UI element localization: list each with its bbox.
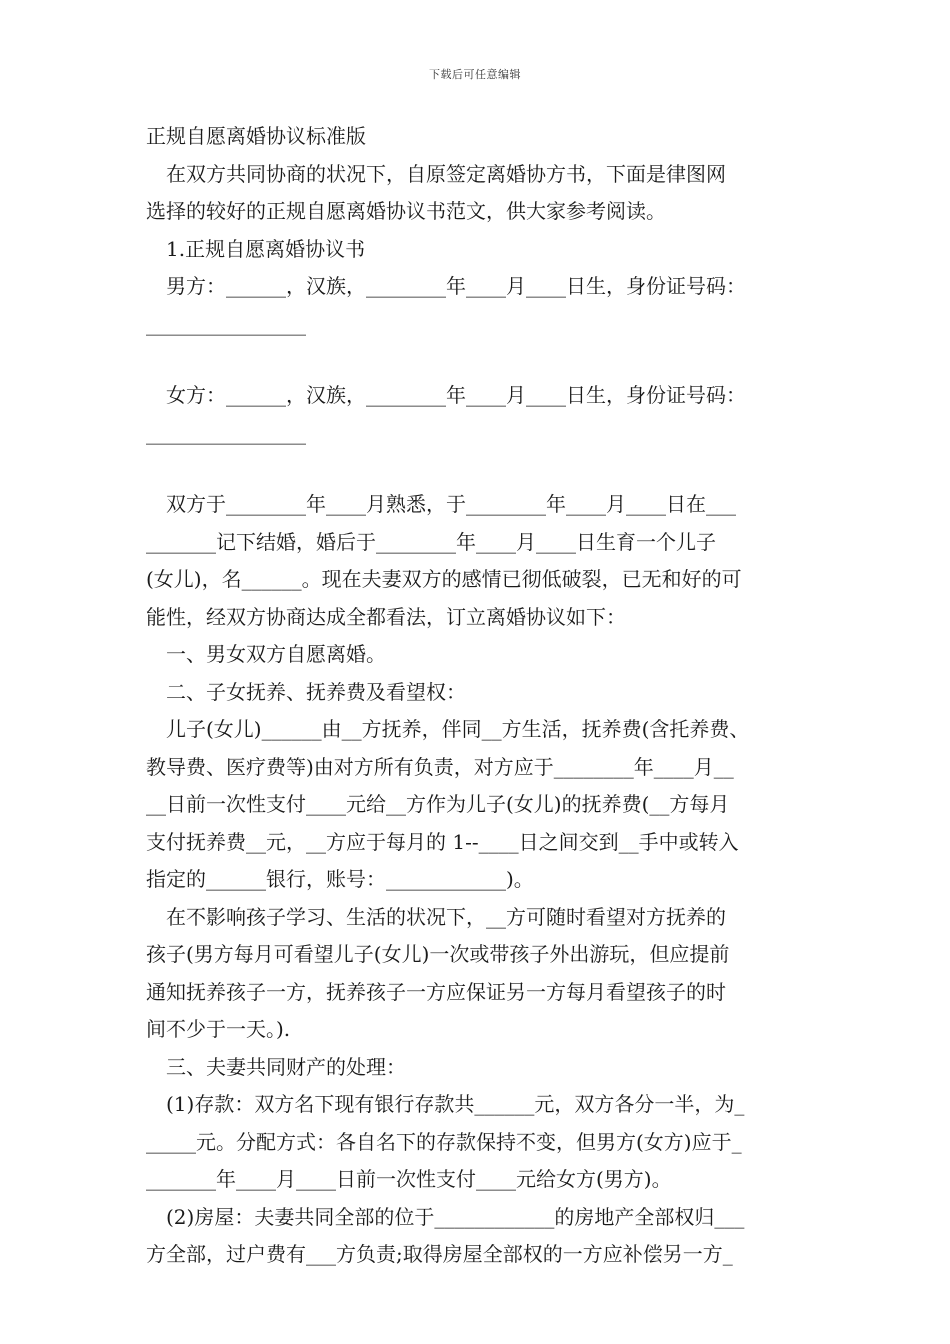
text-line: 教导费、医疗费等)由对方所有负责，对方应于________年____月__ [146, 754, 734, 779]
text-line: _______年____月____日前一次性支付____元给女方(男方)。 [146, 1167, 672, 1191]
text-line: 方全部，过户费有___方负责;取得房屋全部权的一方应补偿另一方_ [146, 1242, 733, 1266]
text-line: 儿子(女儿)______由__方抚养，伴同__方生活，抚养费(含托养费、 [146, 717, 750, 741]
text-line: 能性，经双方协商达成全都看法，订立离婚协议如下： [146, 604, 626, 629]
text-line: 通知抚养孩子一方，抚养孩子一方应保证另一方每月看望孩子的时 [146, 979, 726, 1004]
text-line: 间不少于一天。). [146, 1017, 291, 1041]
text-line: (1)存款：双方名下现有银行存款共______元，双方各分一半，为_ [146, 1092, 745, 1116]
section-heading: 1.正规自愿离婚协议书 [146, 236, 366, 261]
text-line: 女方：______，汉族，________年____月____日生，身份证号码： [146, 383, 746, 407]
text-line: 双方于________年____月熟悉，于________年____月____日在___ [146, 492, 736, 516]
section-heading: 二、子女抚养、抚养费及看望权： [146, 679, 466, 704]
text-line: 指定的______银行，账号：____________)。 [146, 867, 534, 891]
document-body [146, 118, 810, 1274]
paragraph-gap [146, 452, 810, 486]
paragraph-gap [146, 343, 810, 377]
text-line: (女儿)，名______。现在夫妻双方的感情已彻低破裂，已无和好的可 [146, 567, 742, 591]
text-line: 在双方共同协商的状况下，自原签定离婚协方书，下面是律图网 [146, 161, 726, 186]
text-line: 选择的较好的正规自愿离婚协议书范文，供大家参考阅读。 [146, 199, 666, 223]
section-heading: 一、男女双方自愿离婚。 [146, 642, 386, 666]
text-line: __日前一次性支付____元给__方作为儿子(女儿)的抚养费(__方每月 [146, 792, 730, 816]
section-heading: 三、夫妻共同财产的处理： [146, 1054, 406, 1079]
text-line: 男方：______，汉族，________年____月____日生，身份证号码： [146, 274, 746, 298]
text-line: (2)房屋：夫妻共同全部的位于____________的房地产全部权归___ [146, 1204, 745, 1229]
text-line: _____元。分配方式：各自名下的存款保持不变，但男方(女方)应于_ [146, 1129, 742, 1154]
text-line: ________________ [146, 420, 306, 445]
document-title: 正规自愿离婚协议标准版 [146, 124, 366, 148]
text-line: 在不影响孩子学习、生活的状况下，__方可随时看望对方抚养的 [146, 904, 726, 929]
text-line: _______记下结婚，婚后于________年____月____日生育一个儿子 [146, 529, 716, 554]
text-line: ________________ [146, 311, 306, 336]
text-line: 支付抚养费__元，__方应于每月的 1--____日之间交到__手中或转入 [146, 829, 739, 854]
page-header: 下载后可任意编辑 [429, 68, 521, 81]
text-line: 孩子(男方每月可看望儿子(女儿)一次或带孩子外出游玩，但应提前 [146, 942, 730, 966]
